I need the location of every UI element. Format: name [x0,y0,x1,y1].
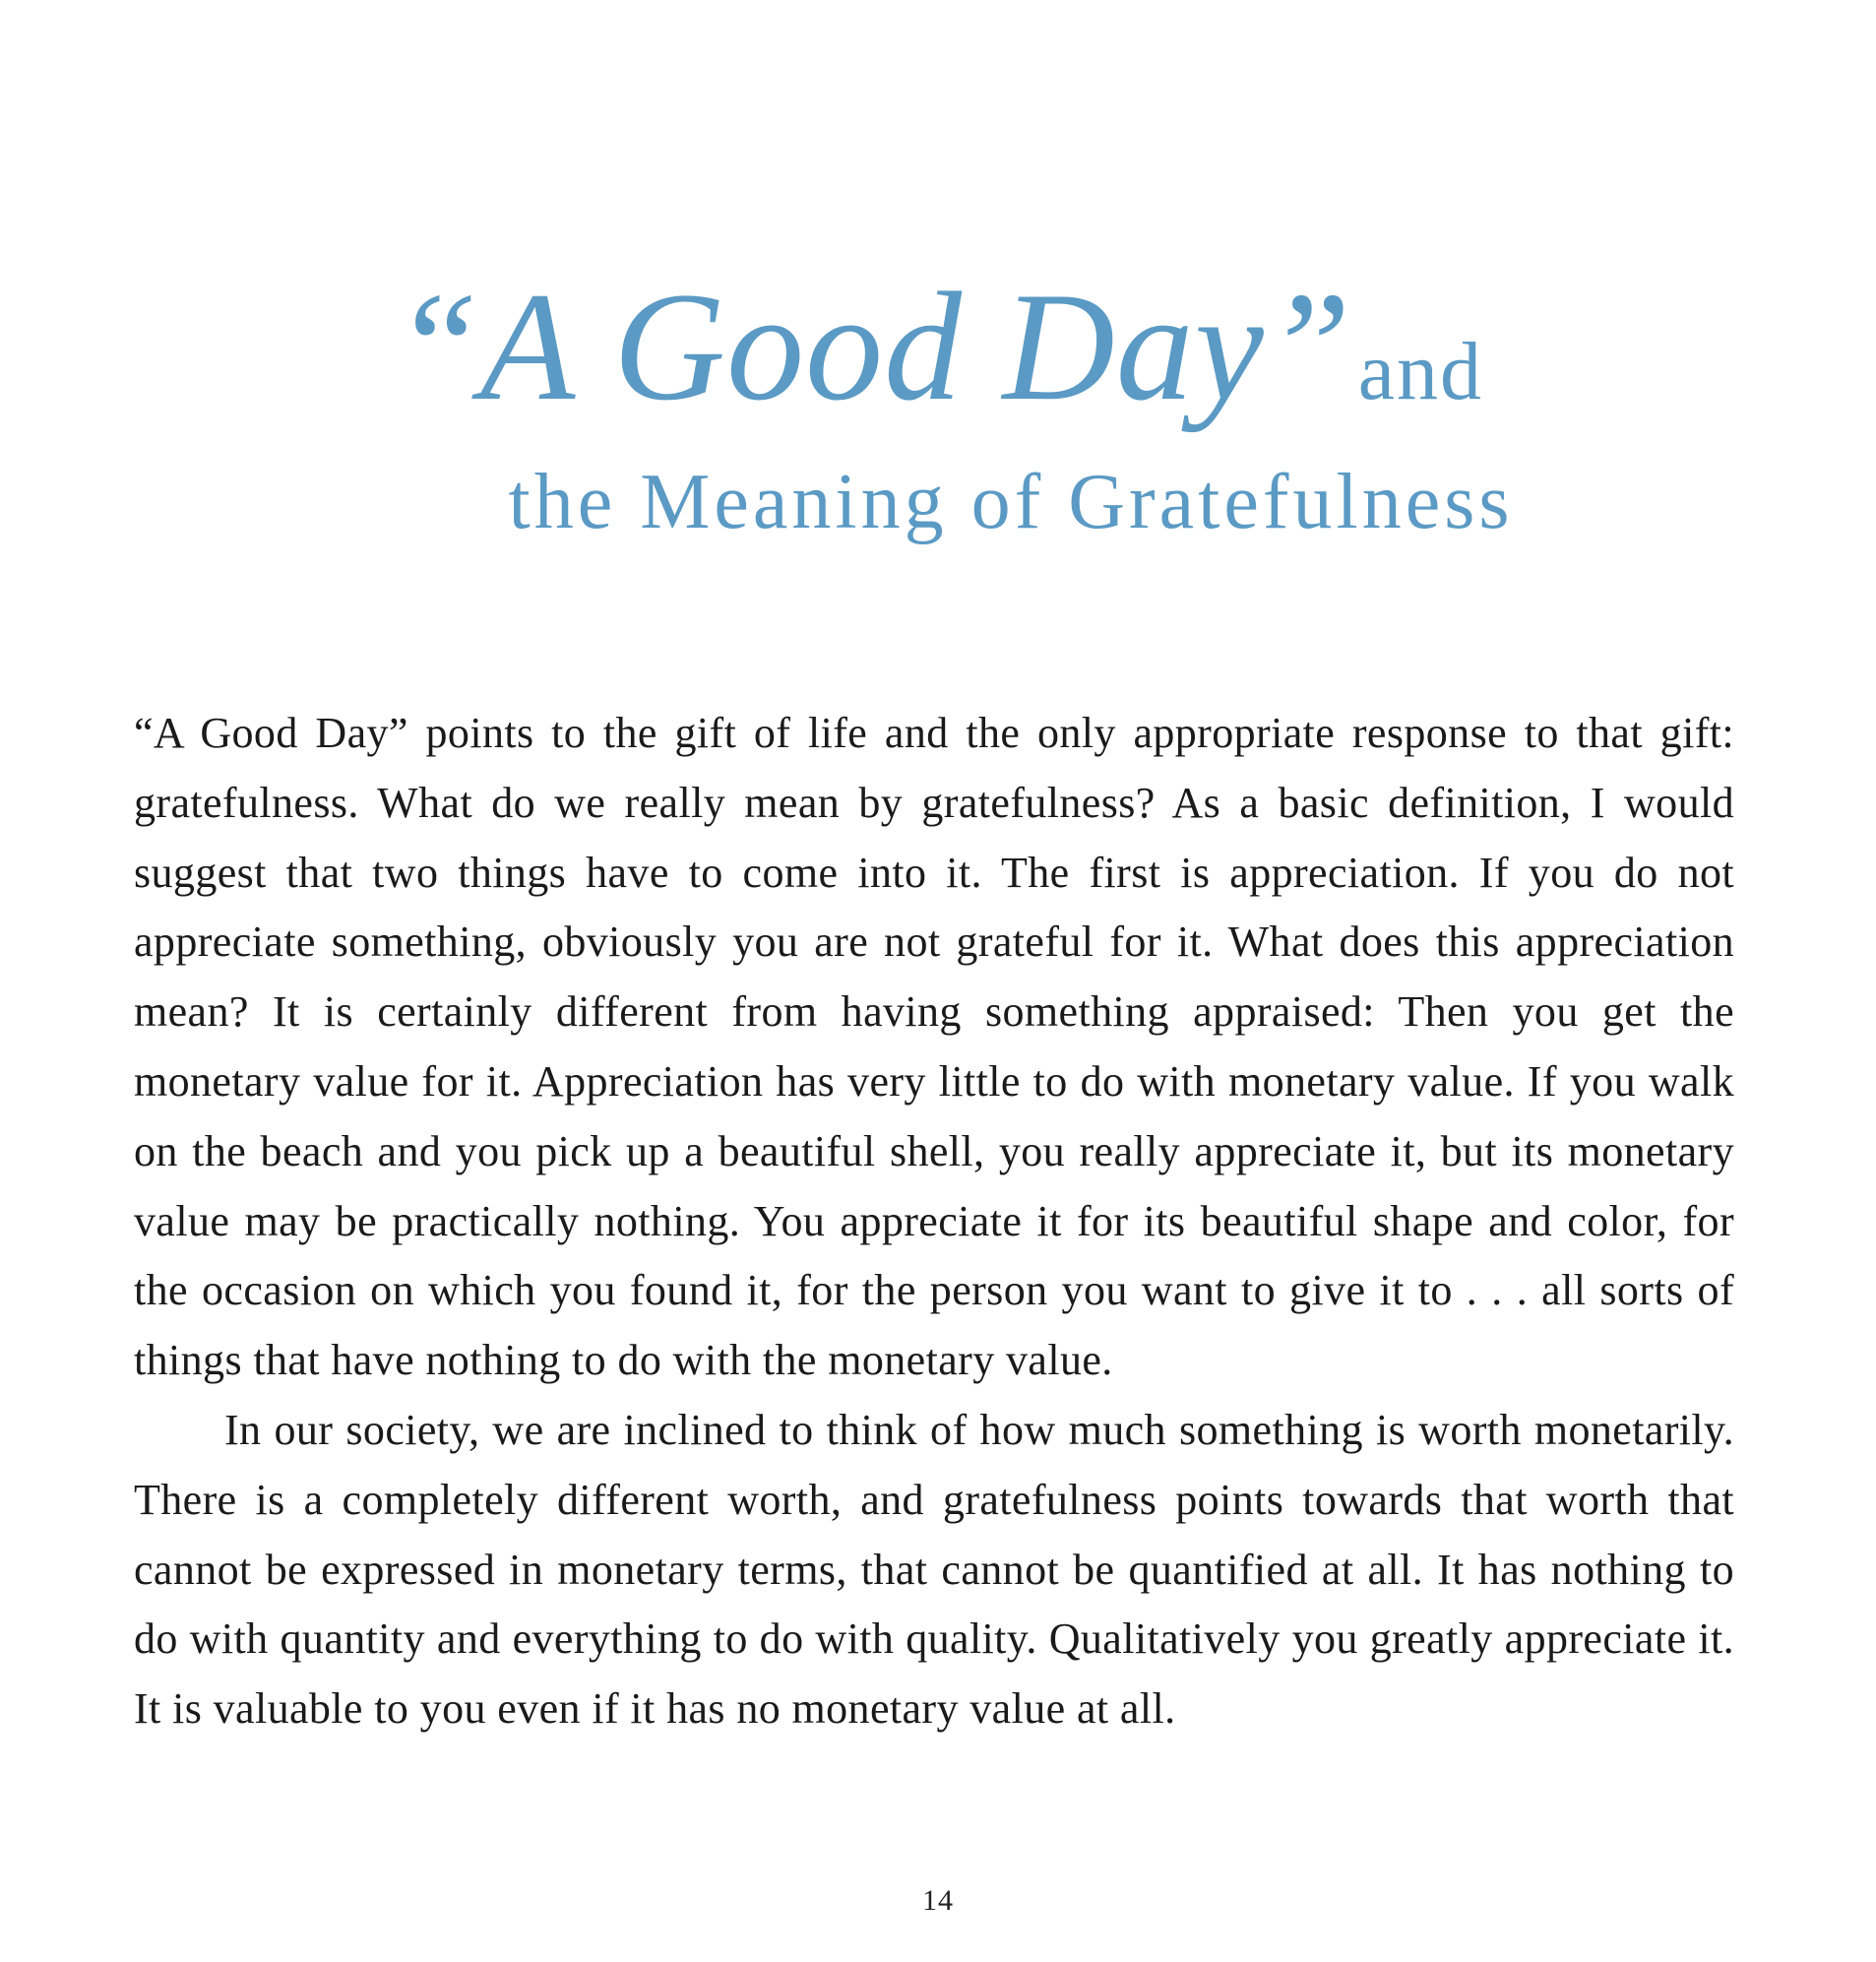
body-text [134,699,1734,1744]
chapter-subtitle: the Meaning of Gratefulness [508,459,1514,545]
chapter-title-main: “A Good Day” [392,261,1352,433]
chapter-title [0,258,1876,437]
paragraph-2: In our society, we are inclined to think of how much something is worth monetarily. There is a completely different worth, and gratefulness points towards that worth that cannot be expressed in monetary terms, that cannot be quantified at all. It has nothing to do with quantity and everything to do with quality. Qualitatively you greatly appreciate it. It is valuable to you even if it has no monetary value at all. [134,1405,1734,1734]
chapter-title-and: and [1357,326,1484,417]
paragraph-1: “A Good Day” points to the gift of life and the only appropriate response to that gift: gratefulness. What do we really mean by gratefulness? As a basic definition, I would suggest that two things have to come into it. The first is appreciation. If you do not appreciate something, obviously you are not grateful for it. What does this appreciation mean? It is certainly different from having something appraised: Then you get the monetary value for it. Appreciation has very little to do with monetary value. If you walk on the beach and you pick up a beautiful shell, you really appreciate it, but its monetary value may be practically nothing. You appreciate it for its beautiful shape and color, for the occasion on which you found it, for the person you want to give it to . . . all sorts of things that have nothing to do with the monetary value. [134,709,1734,1385]
page-number: 14 [922,1884,954,1917]
